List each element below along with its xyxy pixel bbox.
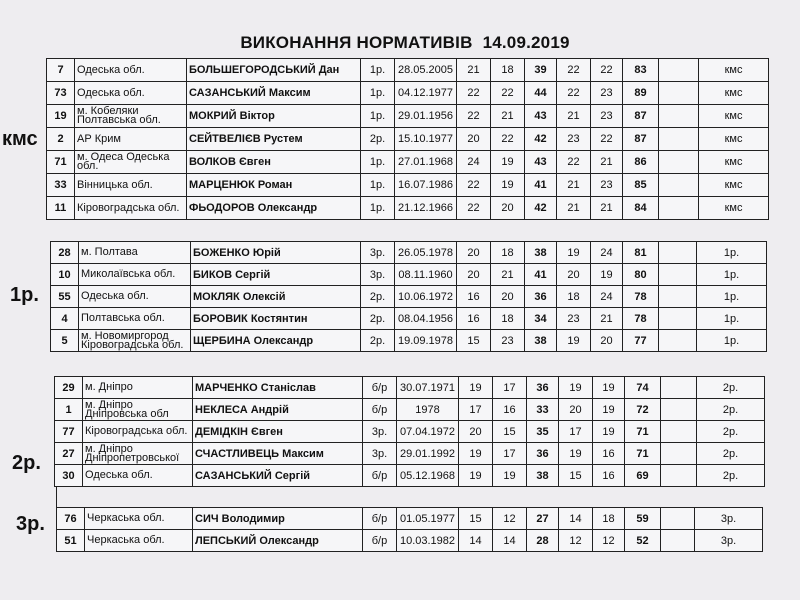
table-row xyxy=(47,174,769,197)
total-score: 87 xyxy=(623,128,659,151)
score-3: 18 xyxy=(557,286,591,308)
table-row xyxy=(47,59,769,82)
total-score: 89 xyxy=(623,82,659,105)
athlete-number: 29 xyxy=(55,377,83,399)
current-rank: 1р. xyxy=(361,105,395,128)
result-rank: 2р. xyxy=(697,421,765,443)
extra-cell xyxy=(659,128,699,151)
page-title xyxy=(0,33,800,53)
extra-cell xyxy=(659,286,697,308)
score-1: 22 xyxy=(457,197,491,220)
athlete-region: Одеська обл. xyxy=(75,82,187,105)
subtotal-1: 35 xyxy=(527,421,559,443)
birth-date: 27.01.1968 xyxy=(395,151,457,174)
extra-cell xyxy=(661,399,697,421)
current-rank: 1р. xyxy=(361,174,395,197)
score-3: 23 xyxy=(557,128,591,151)
birth-date: 08.11.1960 xyxy=(395,264,457,286)
athlete-name: ФЬОДОРОВ Олександр xyxy=(187,197,361,220)
score-2: 16 xyxy=(493,399,527,421)
athlete-name: МОКЛЯК Олексій xyxy=(191,286,361,308)
result-rank: 1р. xyxy=(697,242,767,264)
score-4: 23 xyxy=(591,105,623,128)
athlete-number: 77 xyxy=(55,421,83,443)
table-row xyxy=(55,443,765,465)
athlete-number: 4 xyxy=(51,308,79,330)
score-1: 19 xyxy=(459,465,493,487)
result-rank: 2р. xyxy=(697,377,765,399)
title-text: ВИКОНАННЯ НОРМАТИВІВ xyxy=(240,33,473,52)
table-row xyxy=(51,308,767,330)
athlete-region: Кіровоградська обл. xyxy=(75,197,187,220)
subtotal-1: 42 xyxy=(525,197,557,220)
result-rank: 3р. xyxy=(695,508,763,530)
score-2: 20 xyxy=(491,197,525,220)
athlete-number: 76 xyxy=(57,508,85,530)
birth-date: 01.05.1977 xyxy=(397,508,459,530)
birth-date: 10.03.1982 xyxy=(397,530,459,552)
athlete-name: САЗАНСЬКИЙ Сергій xyxy=(193,465,363,487)
athlete-number: 10 xyxy=(51,264,79,286)
score-2: 22 xyxy=(491,128,525,151)
subtotal-1: 38 xyxy=(527,465,559,487)
birth-date: 29.01.1956 xyxy=(395,105,457,128)
table-row xyxy=(51,264,767,286)
score-1: 15 xyxy=(457,330,491,352)
total-score: 78 xyxy=(623,308,659,330)
current-rank: 1р. xyxy=(361,151,395,174)
total-score: 84 xyxy=(623,197,659,220)
score-4: 19 xyxy=(593,377,625,399)
total-score: 81 xyxy=(623,242,659,264)
score-4: 21 xyxy=(591,197,623,220)
total-score: 77 xyxy=(623,330,659,352)
athlete-name: БОЖЕНКО Юрій xyxy=(191,242,361,264)
score-3: 19 xyxy=(559,443,593,465)
athlete-name: ДЕМІДКІН Євген xyxy=(193,421,363,443)
score-2: 19 xyxy=(491,151,525,174)
results-table-1r xyxy=(50,241,767,352)
subtotal-1: 28 xyxy=(527,530,559,552)
athlete-number: 51 xyxy=(57,530,85,552)
athlete-number: 11 xyxy=(47,197,75,220)
athlete-name: СЕЙТВЕЛІЄВ Рустем xyxy=(187,128,361,151)
athlete-name: МАРЧЕНКО Станіслав xyxy=(193,377,363,399)
total-score: 72 xyxy=(625,399,661,421)
table-row xyxy=(47,105,769,128)
extra-cell xyxy=(659,330,697,352)
score-3: 19 xyxy=(557,242,591,264)
subtotal-1: 43 xyxy=(525,105,557,128)
athlete-region: Черкаська обл. xyxy=(85,530,193,552)
table-row xyxy=(47,151,769,174)
score-3: 22 xyxy=(557,59,591,82)
total-score: 59 xyxy=(625,508,661,530)
result-rank: кмс xyxy=(699,59,769,82)
birth-date: 29.01.1992 xyxy=(397,443,459,465)
table-row xyxy=(51,242,767,264)
score-3: 22 xyxy=(557,82,591,105)
athlete-name: НЕКЛЕСА Андрій xyxy=(193,399,363,421)
score-4: 24 xyxy=(591,286,623,308)
score-2: 18 xyxy=(491,59,525,82)
subtotal-1: 41 xyxy=(525,264,557,286)
total-score: 83 xyxy=(623,59,659,82)
total-score: 78 xyxy=(623,286,659,308)
athlete-number: 1 xyxy=(55,399,83,421)
extra-cell xyxy=(661,443,697,465)
result-rank: 1р. xyxy=(697,286,767,308)
birth-date: 26.05.1978 xyxy=(395,242,457,264)
score-4: 21 xyxy=(591,308,623,330)
athlete-name: БОЛЬШЕГОРОДСЬКИЙ Дан xyxy=(187,59,361,82)
table-row xyxy=(57,508,763,530)
athlete-name: МОКРИЙ Віктор xyxy=(187,105,361,128)
total-score: 71 xyxy=(625,421,661,443)
score-3: 19 xyxy=(557,330,591,352)
athlete-name: САЗАНСЬКИЙ Максим xyxy=(187,82,361,105)
score-3: 22 xyxy=(557,151,591,174)
athlete-region: Черкаська обл. xyxy=(85,508,193,530)
score-2: 17 xyxy=(493,377,527,399)
extra-cell xyxy=(659,105,699,128)
current-rank: б/р xyxy=(363,377,397,399)
result-rank: 2р. xyxy=(697,465,765,487)
athlete-number: 19 xyxy=(47,105,75,128)
score-2: 12 xyxy=(493,508,527,530)
score-1: 17 xyxy=(459,399,493,421)
current-rank: 2р. xyxy=(361,128,395,151)
extra-cell xyxy=(661,465,697,487)
extra-cell xyxy=(661,421,697,443)
score-1: 22 xyxy=(457,82,491,105)
score-3: 14 xyxy=(559,508,593,530)
score-1: 24 xyxy=(457,151,491,174)
athlete-name: ВОЛКОВ Євген xyxy=(187,151,361,174)
result-rank: 1р. xyxy=(697,330,767,352)
results-table-2r xyxy=(54,376,765,487)
athlete-number: 5 xyxy=(51,330,79,352)
score-3: 20 xyxy=(559,399,593,421)
athlete-name: СЧАСТЛИВЕЦЬ Максим xyxy=(193,443,363,465)
extra-cell xyxy=(659,264,697,286)
result-rank: 2р. xyxy=(697,443,765,465)
total-score: 69 xyxy=(625,465,661,487)
score-3: 17 xyxy=(559,421,593,443)
score-2: 19 xyxy=(491,174,525,197)
athlete-region: м. Дніпро xyxy=(83,377,193,399)
current-rank: б/р xyxy=(363,508,397,530)
birth-date: 19.09.1978 xyxy=(395,330,457,352)
score-3: 21 xyxy=(557,105,591,128)
score-2: 23 xyxy=(491,330,525,352)
subtotal-1: 38 xyxy=(525,330,557,352)
table-row xyxy=(55,421,765,443)
score-4: 20 xyxy=(591,330,623,352)
result-rank: кмс xyxy=(699,151,769,174)
birth-date: 08.04.1956 xyxy=(395,308,457,330)
score-1: 22 xyxy=(457,105,491,128)
score-4: 19 xyxy=(593,399,625,421)
result-rank: кмс xyxy=(699,128,769,151)
group-label-kms: кмс xyxy=(2,128,38,150)
birth-date: 16.07.1986 xyxy=(395,174,457,197)
athlete-name: ЩЕРБИНА Олександр xyxy=(191,330,361,352)
score-2: 21 xyxy=(491,264,525,286)
athlete-region: АР Крим xyxy=(75,128,187,151)
result-rank: 2р. xyxy=(697,399,765,421)
subtotal-1: 36 xyxy=(527,443,559,465)
results-table-3r xyxy=(56,507,763,552)
score-1: 19 xyxy=(459,443,493,465)
score-2: 15 xyxy=(493,421,527,443)
result-rank: кмс xyxy=(699,105,769,128)
extra-cell xyxy=(659,82,699,105)
subtotal-1: 36 xyxy=(525,286,557,308)
score-4: 23 xyxy=(591,174,623,197)
athlete-region: Кіровоградська обл. xyxy=(83,421,193,443)
total-score: 85 xyxy=(623,174,659,197)
current-rank: 1р. xyxy=(361,82,395,105)
score-2: 21 xyxy=(491,105,525,128)
score-4: 19 xyxy=(593,421,625,443)
extra-cell xyxy=(661,530,695,552)
score-1: 22 xyxy=(457,174,491,197)
result-rank: кмс xyxy=(699,82,769,105)
birth-date: 15.10.1977 xyxy=(395,128,457,151)
score-2: 19 xyxy=(493,465,527,487)
score-4: 21 xyxy=(591,151,623,174)
current-rank: 2р. xyxy=(361,330,395,352)
score-1: 16 xyxy=(457,286,491,308)
score-1: 16 xyxy=(457,308,491,330)
score-4: 22 xyxy=(591,59,623,82)
table-row xyxy=(55,399,765,421)
subtotal-1: 27 xyxy=(527,508,559,530)
score-2: 18 xyxy=(491,242,525,264)
birth-date: 04.12.1977 xyxy=(395,82,457,105)
result-rank: 1р. xyxy=(697,264,767,286)
athlete-number: 73 xyxy=(47,82,75,105)
athlete-region: Одеська обл. xyxy=(75,59,187,82)
current-rank: б/р xyxy=(363,530,397,552)
score-4: 12 xyxy=(593,530,625,552)
athlete-number: 71 xyxy=(47,151,75,174)
current-rank: б/р xyxy=(363,399,397,421)
score-4: 22 xyxy=(591,128,623,151)
athlete-region: Полтавська обл. xyxy=(79,308,191,330)
current-rank: б/р xyxy=(363,465,397,487)
extra-cell xyxy=(659,308,697,330)
table-row xyxy=(55,377,765,399)
athlete-region: м. Дніпро Дніпропетровської xyxy=(83,443,193,465)
birth-date: 05.12.1968 xyxy=(397,465,459,487)
extra-cell xyxy=(661,377,697,399)
extra-cell xyxy=(659,151,699,174)
extra-cell xyxy=(661,508,695,530)
result-rank: 1р. xyxy=(697,308,767,330)
score-2: 22 xyxy=(491,82,525,105)
score-4: 16 xyxy=(593,465,625,487)
score-1: 20 xyxy=(459,421,493,443)
total-score: 86 xyxy=(623,151,659,174)
extra-cell xyxy=(659,197,699,220)
subtotal-1: 39 xyxy=(525,59,557,82)
athlete-region: Одеська обл. xyxy=(83,465,193,487)
score-2: 14 xyxy=(493,530,527,552)
athlete-number: 27 xyxy=(55,443,83,465)
subtotal-1: 36 xyxy=(527,377,559,399)
athlete-name: БОРОВИК Костянтин xyxy=(191,308,361,330)
extra-cell xyxy=(659,242,697,264)
score-1: 20 xyxy=(457,242,491,264)
athlete-region: Одеська обл. xyxy=(79,286,191,308)
current-rank: 3р. xyxy=(361,242,395,264)
current-rank: 1р. xyxy=(361,197,395,220)
birth-date: 21.12.1966 xyxy=(395,197,457,220)
athlete-number: 33 xyxy=(47,174,75,197)
current-rank: 3р. xyxy=(361,264,395,286)
total-score: 87 xyxy=(623,105,659,128)
birth-date: 28.05.2005 xyxy=(395,59,457,82)
athlete-number: 2 xyxy=(47,128,75,151)
athlete-name: СИЧ Володимир xyxy=(193,508,363,530)
table-row xyxy=(47,128,769,151)
subtotal-1: 34 xyxy=(525,308,557,330)
score-1: 21 xyxy=(457,59,491,82)
table-row xyxy=(51,330,767,352)
table-row xyxy=(57,530,763,552)
current-rank: 2р. xyxy=(361,286,395,308)
score-3: 21 xyxy=(557,197,591,220)
score-3: 12 xyxy=(559,530,593,552)
table-row xyxy=(47,82,769,105)
score-3: 19 xyxy=(559,377,593,399)
group-label-2r: 2р. xyxy=(12,452,41,474)
current-rank: 3р. xyxy=(363,443,397,465)
extra-cell xyxy=(659,59,699,82)
current-rank: 3р. xyxy=(363,421,397,443)
athlete-name: МАРЦЕНЮК Роман xyxy=(187,174,361,197)
score-1: 14 xyxy=(459,530,493,552)
total-score: 71 xyxy=(625,443,661,465)
athlete-number: 30 xyxy=(55,465,83,487)
subtotal-1: 42 xyxy=(525,128,557,151)
total-score: 80 xyxy=(623,264,659,286)
birth-date: 1978 xyxy=(397,399,459,421)
score-4: 16 xyxy=(593,443,625,465)
score-4: 23 xyxy=(591,82,623,105)
title-date: 14.09.2019 xyxy=(482,33,570,52)
table-row xyxy=(51,286,767,308)
athlete-number: 28 xyxy=(51,242,79,264)
table-row xyxy=(47,197,769,220)
total-score: 52 xyxy=(625,530,661,552)
birth-date: 07.04.1972 xyxy=(397,421,459,443)
score-1: 20 xyxy=(457,128,491,151)
total-score: 74 xyxy=(625,377,661,399)
score-4: 24 xyxy=(591,242,623,264)
athlete-region: Вінницька обл. xyxy=(75,174,187,197)
athlete-name: БИКОВ Сергій xyxy=(191,264,361,286)
birth-date: 10.06.1972 xyxy=(395,286,457,308)
group-label-3r: 3р. xyxy=(16,513,45,535)
score-2: 17 xyxy=(493,443,527,465)
score-2: 20 xyxy=(491,286,525,308)
extra-cell xyxy=(659,174,699,197)
athlete-region: м. Одеса Одеська обл. xyxy=(75,151,187,174)
subtotal-1: 33 xyxy=(527,399,559,421)
group-label-1r: 1р. xyxy=(10,284,39,306)
birth-date: 30.07.1971 xyxy=(397,377,459,399)
current-rank: 2р. xyxy=(361,308,395,330)
athlete-region: м. Новомиргород Кіровоградська обл. xyxy=(79,330,191,352)
athlete-region: Миколаївська обл. xyxy=(79,264,191,286)
score-3: 15 xyxy=(559,465,593,487)
score-3: 23 xyxy=(557,308,591,330)
score-4: 18 xyxy=(593,508,625,530)
score-4: 19 xyxy=(591,264,623,286)
athlete-number: 55 xyxy=(51,286,79,308)
score-1: 20 xyxy=(457,264,491,286)
score-1: 19 xyxy=(459,377,493,399)
score-1: 15 xyxy=(459,508,493,530)
athlete-number: 7 xyxy=(47,59,75,82)
athlete-region: м. Кобеляки Полтавська обл. xyxy=(75,105,187,128)
result-rank: кмс xyxy=(699,197,769,220)
score-3: 20 xyxy=(557,264,591,286)
subtotal-1: 41 xyxy=(525,174,557,197)
current-rank: 1р. xyxy=(361,59,395,82)
subtotal-1: 38 xyxy=(525,242,557,264)
result-rank: кмс xyxy=(699,174,769,197)
athlete-region: м. Полтава xyxy=(79,242,191,264)
score-3: 21 xyxy=(557,174,591,197)
table-row xyxy=(55,465,765,487)
subtotal-1: 44 xyxy=(525,82,557,105)
athlete-name: ЛЕПСЬКИЙ Олександр xyxy=(193,530,363,552)
athlete-region: м. Дніпро Дніпровська обл xyxy=(83,399,193,421)
results-table-kms xyxy=(46,58,769,220)
result-rank: 3р. xyxy=(695,530,763,552)
subtotal-1: 43 xyxy=(525,151,557,174)
score-2: 18 xyxy=(491,308,525,330)
